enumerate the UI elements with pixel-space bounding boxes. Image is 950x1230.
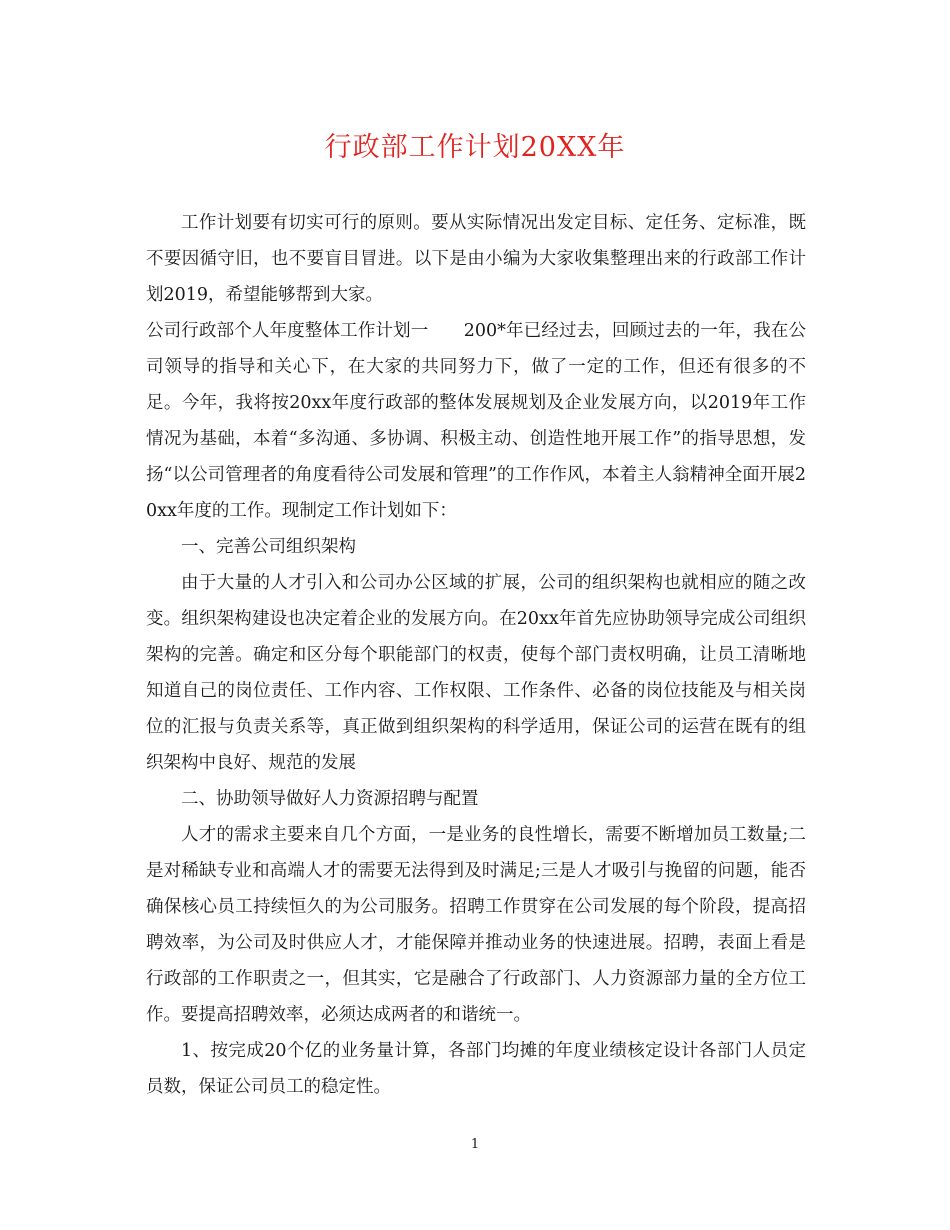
document-body: [146, 205, 806, 1105]
section-heading-2: 二、协助领导做好人力资源招聘与配置: [181, 789, 479, 809]
paragraph-section-2: 人才的需求主要来自几个方面，一是业务的良性增长，需要不断增加员工数量;二是对稀缺专业和高端人才的需要无法得到及时满足;三是人才吸引与挽留的问题，能否确保核心员工持续恒久的为公司服务。招聘工作贯穿在公司发展的每个阶段，提高招聘效率，为公司及时供应人才，才能保障并推动业务的快速进展。招聘，表面上看是行政部的工作职责之一，但其实，它是融合了行政部门、人力资源部力量的全方位工作。要提高招聘效率，必须达成两者的和谐统一。: [146, 825, 806, 1025]
paragraph-section-1: 由于大量的人才引入和公司办公区域的扩展，公司的组织架构也就相应的随之改变。组织架构建设也决定着企业的发展方向。在20xx年首先应协助领导完成公司组织架构的完善。确定和区分每个职能部门的权责，使每个部门责权明确，让员工清晰地知道自己的岗位责任、工作内容、工作权限、工作条件、必备的岗位技能及与相关岗位的汇报与负责关系等，真正做到组织架构的科学适用，保证公司的运营在既有的组织架构中良好、规范的发展: [146, 573, 806, 773]
paragraph-intro: 工作计划要有切实可行的原则。要从实际情况出发定目标、定任务、定标准，既不要因循守旧，也不要盲目冒进。以下是由小编为大家收集整理出来的行政部工作计划2019，希望能够帮到大家。: [146, 213, 806, 305]
paragraph-plan-overview: 公司行政部个人年度整体工作计划一 200*年已经过去，回顾过去的一年，我在公司领导的指导和关心下，在大家的共同努力下，做了一定的工作，但还有很多的不足。今年，我将按20xx年度行政部的整体发展规划及企业发展方向，以2019年工作情况为基础，本着“多沟通、多协调、积极主动、创造性地开展工作”的指导思想，发扬“以公司管理者的角度看待公司发展和管理”的工作作风，本着主人翁精神全面开展20xx年度的工作。现制定工作计划如下：: [146, 321, 806, 521]
page-number: 1: [470, 1137, 480, 1152]
section-heading-1: 一、完善公司组织架构: [181, 537, 356, 557]
document-title: 行政部工作计划20XX年: [324, 132, 626, 163]
paragraph-item-1: 1、按完成20个亿的业务量计算，各部门均摊的年度业绩核定设计各部门人员定员数，保证公司员工的稳定性。: [146, 1041, 806, 1097]
